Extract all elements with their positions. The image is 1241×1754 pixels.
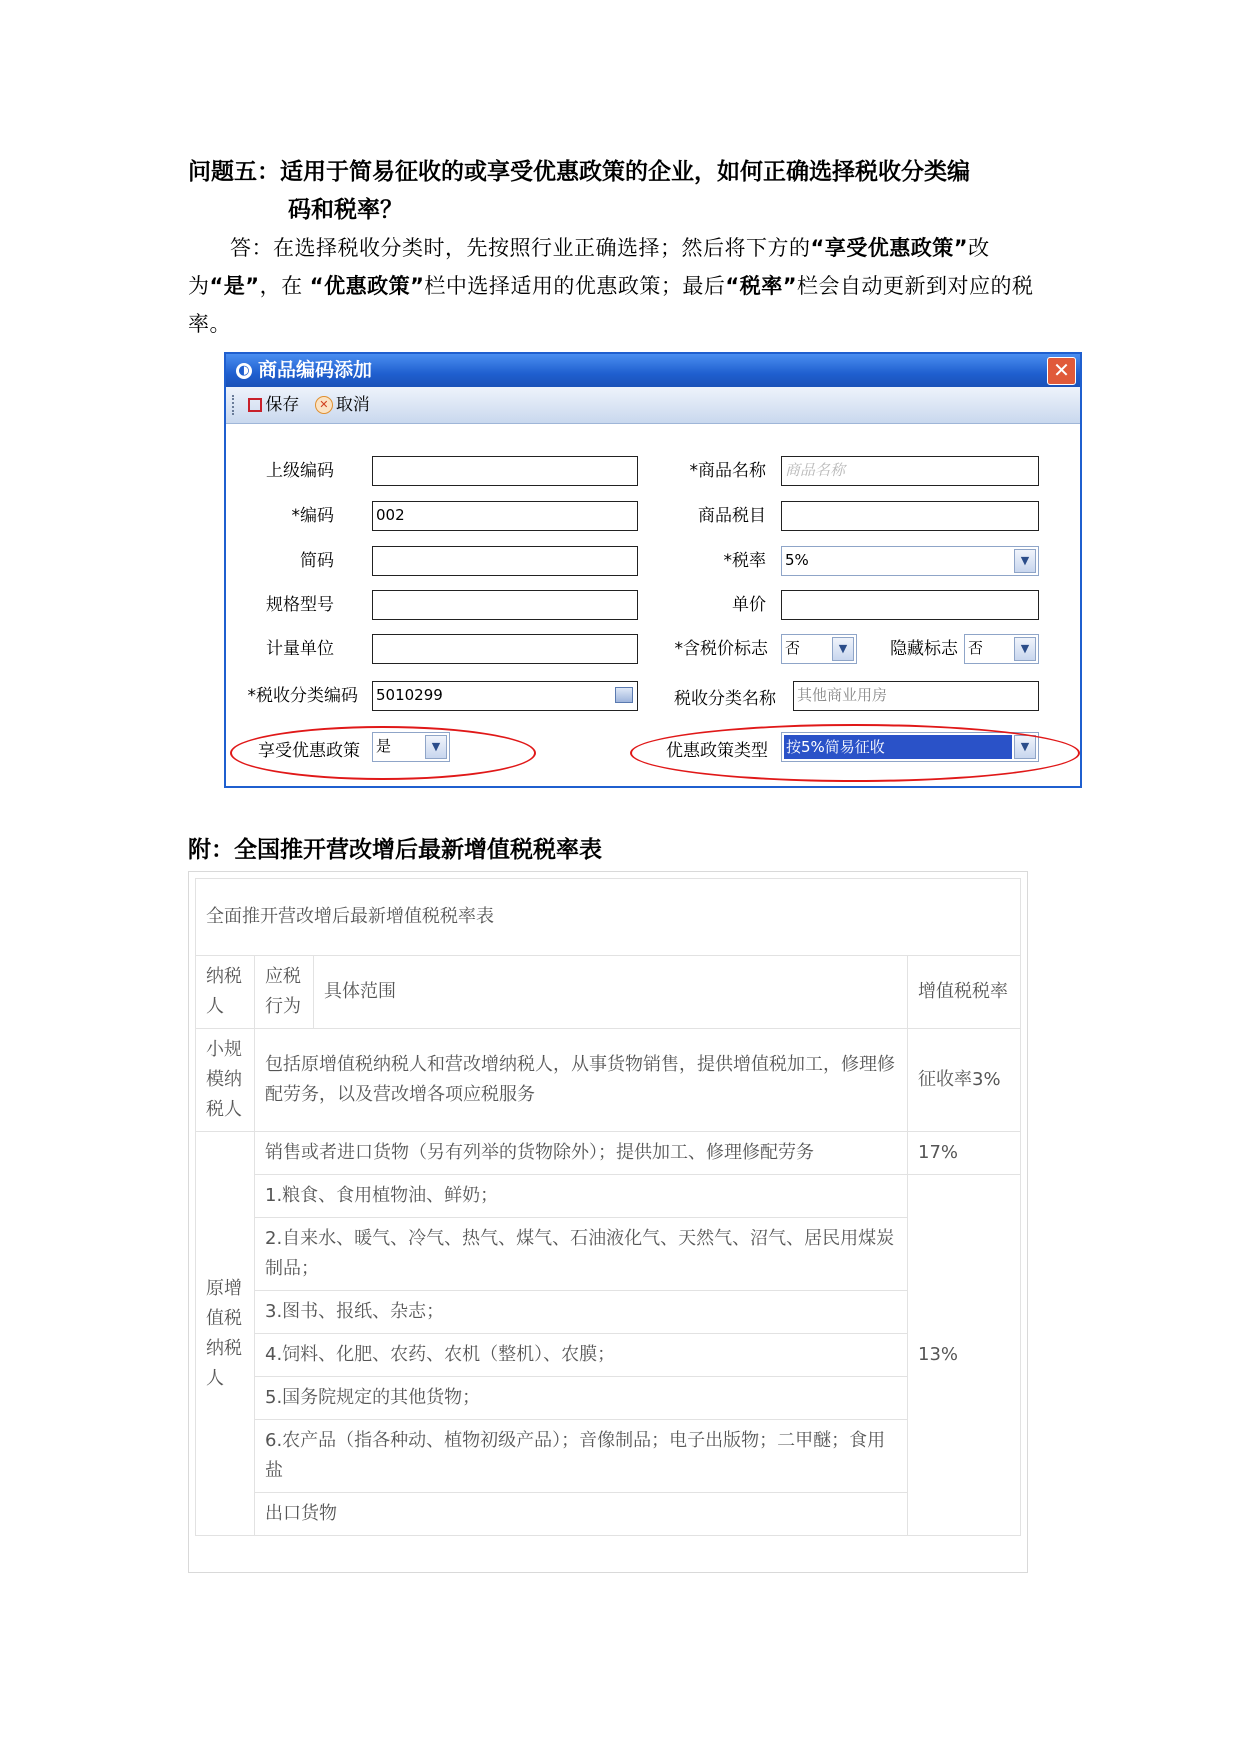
table-row [196,1291,1021,1334]
cancel-button[interactable] [315,387,370,423]
unit-input[interactable] [372,634,638,664]
short-code-input[interactable] [372,546,638,576]
small-rate-cell: 征收率3% [908,1029,1021,1132]
table-row [196,1377,1021,1420]
header-act: 应税行为 [255,956,314,1029]
tax-incl-flag-value: 否 [785,639,801,657]
code-label: *编码 [291,506,334,526]
table-header-row [196,956,1021,1029]
table-row [196,1493,1021,1536]
enjoy-policy-label: 享受优惠政策 [258,741,360,761]
app-logo-icon: ◐ [236,363,252,379]
question-title-cont: 码和税率？ [288,197,403,223]
policy-type-label: 优惠政策类型 [666,741,768,761]
spec-input[interactable] [372,590,638,620]
header-rate: 增值税税率 [908,956,1021,1029]
highlight-oval-policy-type [630,724,1080,782]
annex-title: 附：全国推开营改增后最新增值税税率表 [188,837,602,863]
hidden-flag-select[interactable] [964,634,1039,664]
policy-type-value: 按5%简易征收 [784,735,1012,759]
dialog-title: 商品编码添加 [258,359,373,381]
rate-cell: 13% [908,1175,1021,1536]
code-input[interactable]: 002 [372,501,638,531]
answer-paragraph [188,229,1058,343]
scope-cell: 1.粮食、食用植物油、鲜奶； [255,1175,908,1218]
scope-cell: 销售或者进口货物（另有列举的货物除外）；提供加工、修理修配劳务 [255,1132,908,1175]
answer-text: 栏中选择适用的优惠政策；最后 [424,274,726,298]
general-payer-cell: 原增值税纳税人 [196,1132,255,1536]
tax-rate-label: *税率 [723,551,766,571]
scope-cell: 4.饲料、化肥、农药、农机（整机）、农膜； [255,1334,908,1377]
tax-item-label: 商品税目 [698,506,766,526]
tax-class-code-label: *税收分类编码 [247,686,358,706]
small-scope-cell: 包括原增值税纳税人和营改增纳税人，从事货物销售，提供增值税加工，修理修配劳务，以及营改增各项应税服务 [255,1029,908,1132]
chevron-down-icon: ▼ [1014,549,1036,573]
save-icon [248,398,262,412]
scope-cell: 6.农产品（指各种动、植物初级产品）；音像制品；电子出版物；二甲醚；食用盐 [255,1420,908,1493]
answer-text: 改为 [188,236,990,298]
table-row [196,1218,1021,1291]
chevron-down-icon: ▼ [425,735,447,759]
header-scope: 具体范围 [314,956,908,1029]
vat-rate-table [188,871,1028,1573]
unit-price-label: 单价 [732,595,766,615]
tax-item-input[interactable] [781,501,1039,531]
parent-code-label: 上级编码 [266,461,334,481]
parent-code-input[interactable] [372,456,638,486]
table-row [196,1029,1021,1132]
table-row [196,1334,1021,1377]
answer-emph: “优惠政策” [309,274,425,298]
toolbar-grip-icon [232,395,237,415]
scope-cell: 2.自来水、暖气、冷气、热气、煤气、石油液化气、天然气、沼气、居民用煤炭制品； [255,1218,908,1291]
scope-cell: 3.图书、报纸、杂志； [255,1291,908,1334]
answer-text: ，在 [259,274,303,298]
rate-cell: 17% [908,1132,1021,1175]
cancel-label: 取消 [335,395,370,415]
close-button[interactable]: ✕ [1047,357,1076,385]
picker-icon[interactable] [615,687,633,703]
small-payer-cell: 小规模纳税人 [196,1029,255,1132]
cancel-icon: ✕ [315,396,333,414]
table-row [196,1175,1021,1218]
dialog-toolbar [226,387,1080,424]
tax-rate-value: 5% [785,551,809,569]
header-payer: 纳税人 [196,956,255,1029]
tax-class-name-label: 税收分类名称 [674,689,776,709]
spec-label: 规格型号 [266,595,334,615]
question-title: 问题五：适用于简易征收的或享受优惠政策的企业，如何正确选择税收分类编 [188,159,970,185]
hidden-flag-value: 否 [968,639,984,657]
dialog-titlebar [226,354,1080,387]
tax-incl-flag-select[interactable] [781,634,857,664]
answer-text: 答：在选择税收分类时，先按照行业正确选择；然后将下方的 [230,236,811,260]
unit-label: 计量单位 [266,639,334,659]
answer-emph: “是” [209,274,260,298]
save-label: 保存 [265,395,300,415]
short-code-label: 简码 [300,551,334,571]
answer-text: 栏会自动更新到对应的税率。 [188,274,1034,336]
product-code-dialog [224,352,1082,788]
answer-emph: “税率” [725,274,798,298]
chevron-down-icon: ▼ [1014,637,1036,661]
product-name-label: *商品名称 [689,461,766,481]
table-row [196,1132,1021,1175]
chevron-down-icon: ▼ [1014,735,1036,759]
save-button[interactable] [248,387,299,423]
tax-class-name-input: 其他商业用房 [793,681,1039,711]
table-row [196,1420,1021,1493]
tax-class-code-input[interactable] [372,681,638,711]
chevron-down-icon: ▼ [832,637,854,661]
tax-incl-flag-label: *含税价标志 [674,639,768,659]
hidden-flag-label: 隐藏标志 [890,639,958,659]
scope-cell: 5.国务院规定的其他货物； [255,1377,908,1420]
tax-class-code-value: 5010299 [376,686,443,704]
enjoy-policy-value: 是 [376,737,392,755]
answer-emph: “享受优惠政策” [810,236,969,260]
highlight-oval-enjoy-policy [230,726,536,780]
product-name-input[interactable]: 商品名称 [781,456,1039,486]
scope-cell: 出口货物 [255,1493,908,1536]
tax-rate-select[interactable] [781,546,1039,576]
unit-price-input[interactable] [781,590,1039,620]
table-caption: 全面推开营改增后最新增值税税率表 [196,879,1021,956]
